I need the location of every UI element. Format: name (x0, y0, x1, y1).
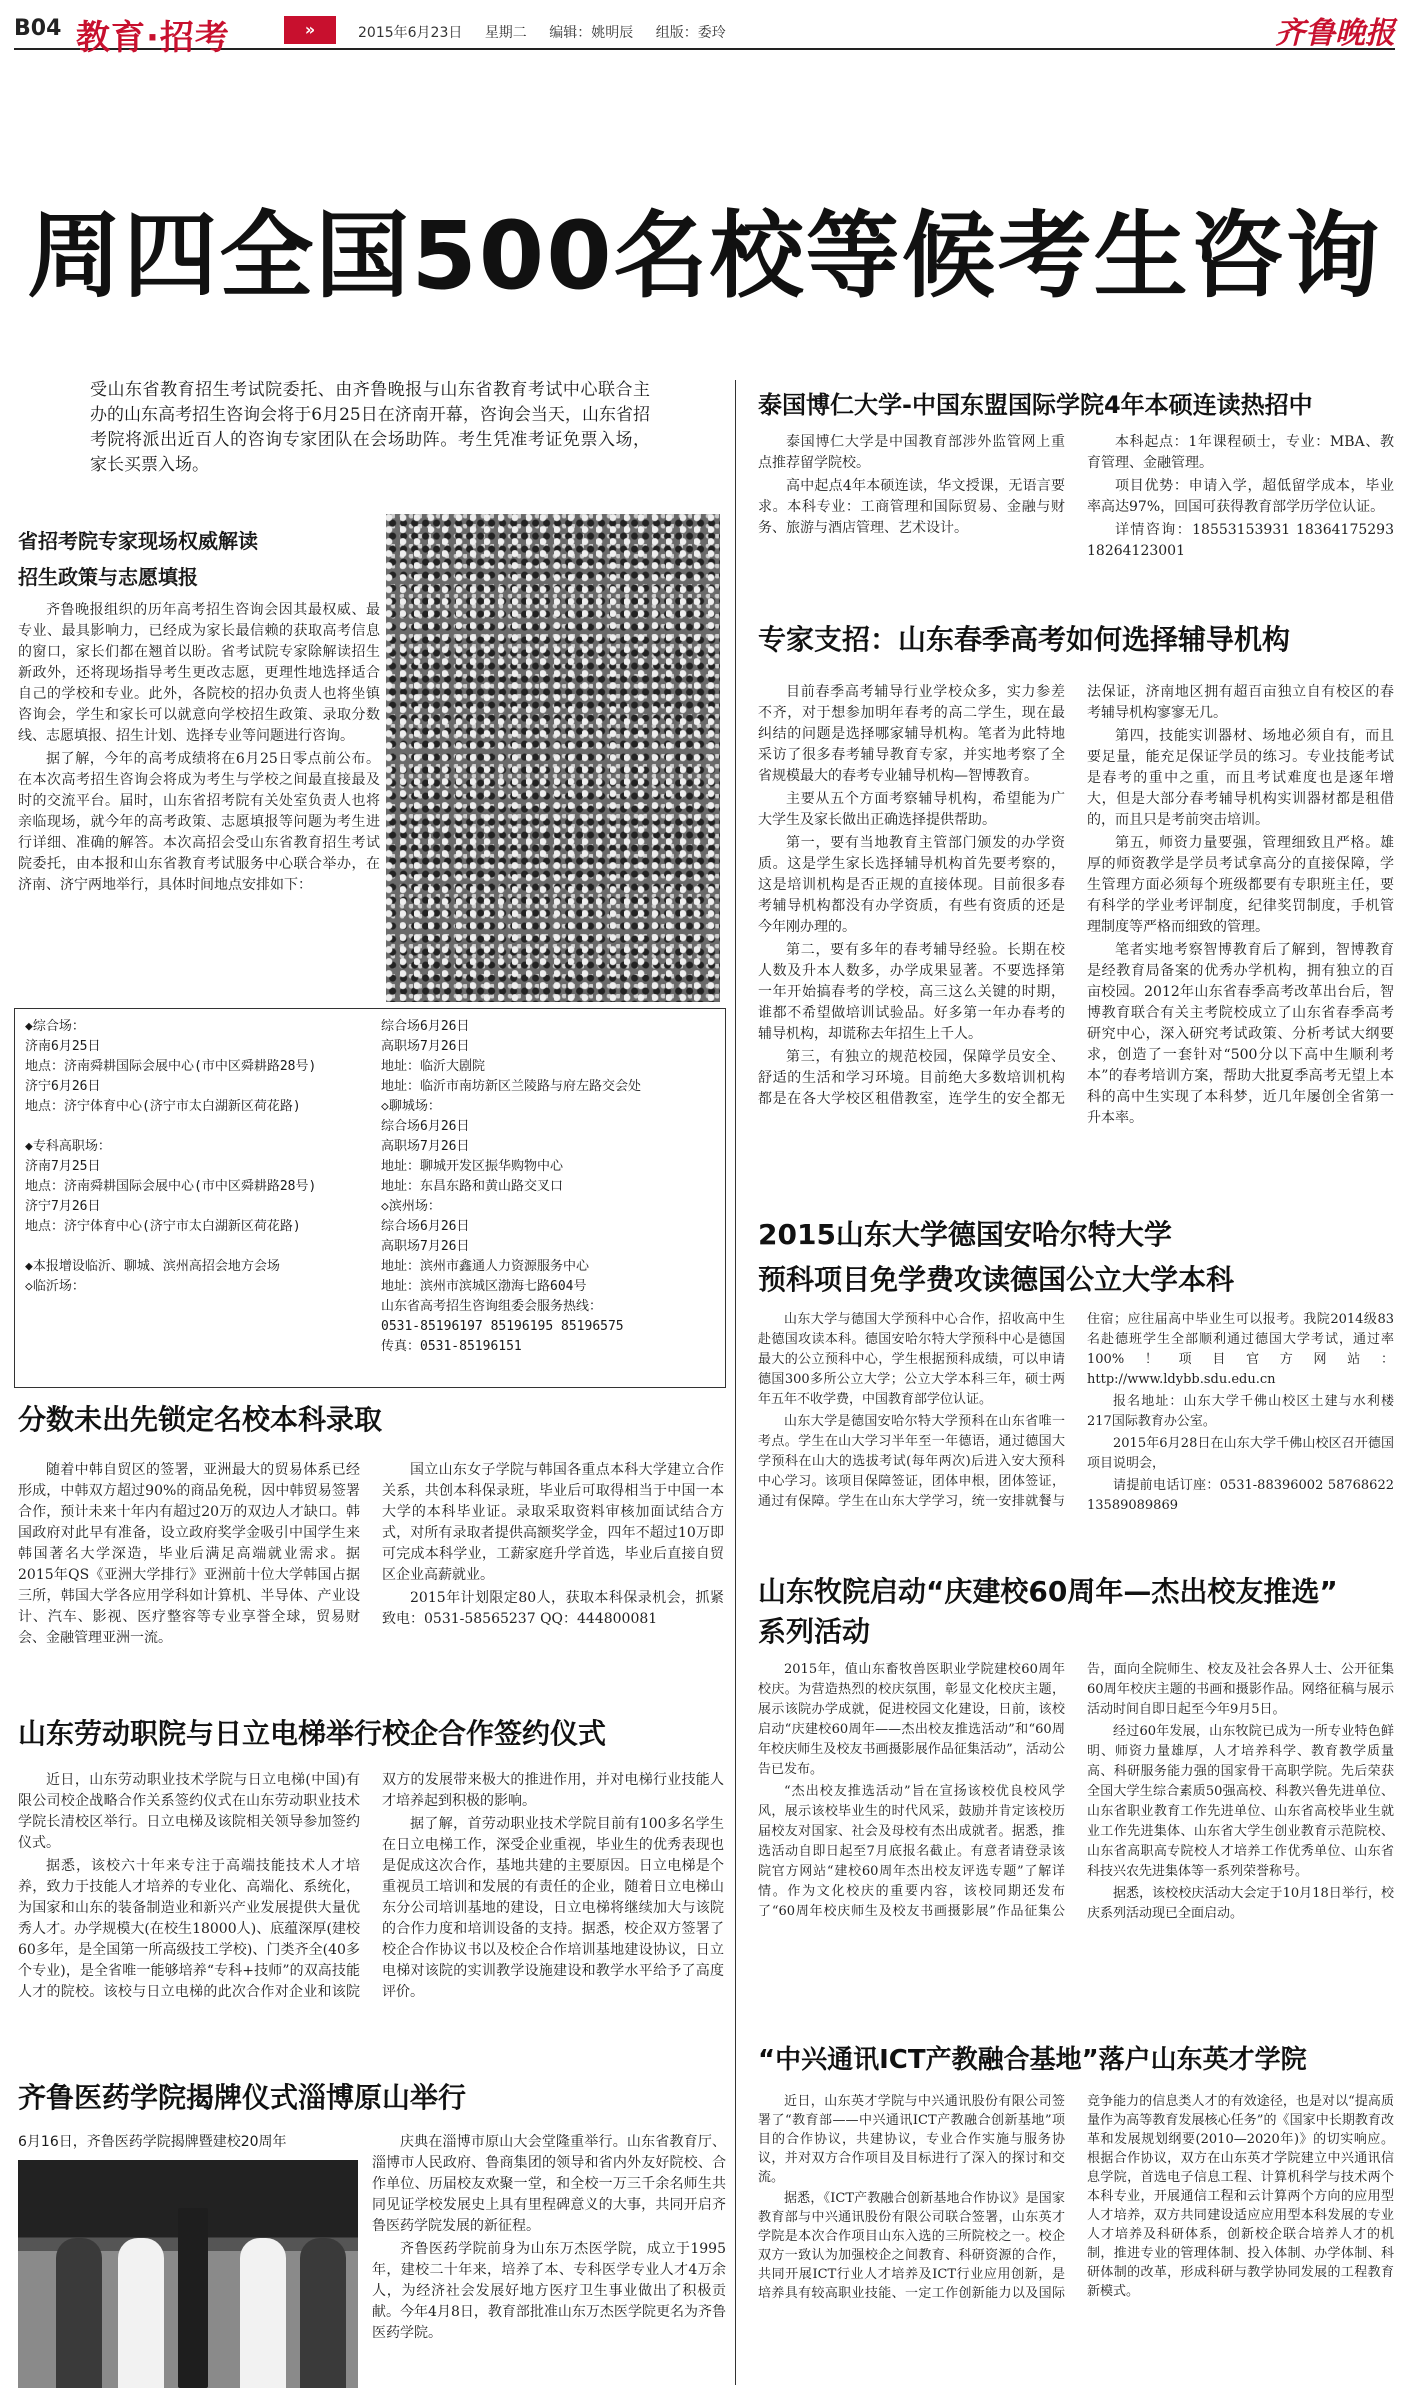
paragraph: 齐鲁晚报组织的历年高考招生咨询会因其最权威、最专业、最具影响力，已经成为家长最信赖的获取高考信息的窗口，家长们都在翘首以盼。省考试院专家除解读招生新政外，还将现场指导考生更改志愿，更理性地选择适合自己的学校和专业。此外，各院校的招办负责人也将坐镇咨询会，学生和家长可以就意向学校招生政策、录取分数线、志愿填报、招生计划、选择专业等问题进行咨询。 (18, 602, 380, 744)
paragraph: 据了解，今年的高考成绩将在6月25日零点前公布。在本次高考招生咨询会将成为考生与学校之间最直接最及时的交流平台。届时，山东省招考院有关处室负责人也将亲临现场，就今年的高考政策、志愿填报等问题为考生进行详细、准确的解答。本次高招会受山东省教育招生考试院委托，由本报和山东省教育考试服务中心联合举办，在济南、济宁两地举行，具体时间地点安排如下： (18, 751, 380, 893)
schedule-line: 地点：济宁体育中心(济宁市太白湖新区荷花路) (25, 1219, 301, 1234)
paragraph: 国立山东女子学院与韩国各重点本科大学建立合作关系，共创本科保录班，毕业后可取得相当于中国一本大学的本科毕业证。录取采取资料审核加面试结合方式，对所有录取者提供高额奖学金，四年不超过10万即可完成本科学业，工薪家庭升学首选，毕业后直接自贸区企业高薪就业。 (382, 1462, 724, 1583)
article-title: 山东劳动职院与日立电梯举行校企合作签约仪式 (18, 1717, 607, 1750)
schedule-line: 高职场7月26日 (381, 1039, 470, 1054)
paragraph: 齐鲁医药学院前身为山东万杰医学院，成立于1995年，建校二十年来，培养了本、专科医学专业人才4万余人，为经济社会发展好地方医疗卫生事业做出了积极贡献。今年4月8日，教育部批准山东万杰医学院更名为齐鲁医药学院。 (372, 2241, 726, 2341)
schedule-line: ◇滨州场： (381, 1199, 441, 1214)
paragraph: 笔者实地考察智博教育后了解到，智博教育是经教育局备案的优秀办学机构，拥有独立的百亩校园。2012年山东省春季高考改革出台后，智博教育联合有关主考院校成立了山东省春季高考研究中心，深入研究考试政策、分析考试大纲要求，创造了一套针对“500分以下高中生顺利考本”的春考培训方案，帮助大批夏季高考无望上本科的高中生实现了本科梦，近几年屡创全省第一升本率。 (1087, 942, 1394, 1126)
paragraph: 据悉，该校六十年来专注于高端技能技术人才培养，致力于技能人才培养的专业化、高端化、系统化，为国家和山东的装备制造业和新兴产业发展提供大量优秀人才。办学规模大(在校生18000人)、底蕴深厚(建校60多年，是全国第一所高级技工学校)、门类齐全(40多个专业)，是全省唯一能够培养“专科+技师”的双高技能人才的院校。该校与日立电梯的此次合作对企业和该院双方的发展带来极大的推进作用，并对电梯行业技能人才培养起到积极的影响。 (18, 1772, 724, 2000)
lead-paragraph: 受山东省教育招生考试院委托、由齐鲁晚报与山东省教育考试中心联合主办的山东高考招生咨询会将于6月25日在济南开幕，咨询会当天，山东省招考院将派出近百人的咨询专家团队在会场助阵。考生凭准考证免票入场，家长买票入场。 (90, 380, 650, 475)
issue-date: 2015年6月23日 (358, 25, 463, 41)
schedule-line: 地点：济宁体育中心(济宁市太白湖新区荷花路) (25, 1099, 301, 1114)
paragraph: 近日，山东劳动职业技术学院与日立电梯(中国)有限公司校企战略合作关系签约仪式在山东劳动职业技术学院长清校区举行。日立电梯及该院相关领导参加签约仪式。 (18, 1772, 360, 1851)
schedule-line: 地址：临沂市南坊新区兰陵路与府左路交会处 (381, 1079, 642, 1094)
schedule-right (381, 1017, 717, 1357)
schedule-line: 济南6月25日 (25, 1039, 101, 1054)
editor: 编辑：姚明辰 (549, 25, 634, 41)
schedule-line: ◆综合场： (25, 1019, 85, 1034)
article-body (758, 1310, 1394, 1550)
subhead-2: 招生政策与志愿填报 (18, 565, 198, 589)
article-body (372, 2132, 726, 2346)
paragraph: 随着中韩自贸区的签署，亚洲最大的贸易体系已经形成，中韩双方超过90%的商品免税，因中韩贸易签署合作，预计未来十年内有超过20万的双边人才缺口。韩国政府对此早有准备，设立政府奖学金吸引中国学生来韩国著名大学深造，毕业后满足高端就业需求。据2015年QS《亚洲大学排行》亚洲前十位大学韩国占据三所，韩国大学各应用学科如计算机、半导体、产业设计、汽车、影视、医疗整容等专业享誉全球，贸易财会、金融管理亚洲一流。 (18, 1462, 360, 1646)
schedule-line: 综合场6月26日 (381, 1219, 470, 1234)
crowd-photo (386, 514, 720, 1002)
schedule-line: 地址：滨州市滨城区渤海七路604号 (381, 1279, 587, 1294)
column-divider (735, 380, 736, 2385)
paragraph: 山东大学是德国安哈尔特大学预科在山东省唯一考点。学生在山大学习半年至一年德语，通过德国大学预科在山大的选拔考试(每年两次)后进入安大预科中心学习。该项目保障签证，团体申根，团体签证，通过有保障。学生在山东大学学习，统一安排就餐与住宿；应往届高中毕业生可以报考。我院2014级83名赴德班学生全部顺利通过德国大学考试，通过率100%！项目官方网站：http://www.ldybb.sdu.edu.cn (758, 1312, 1394, 1509)
paragraph: 报名地址：山东大学千佛山校区土建与水利楼217国际教育办公室。 (1087, 1394, 1394, 1429)
paragraph: 第五，师资力量要强，管理细致且严格。雄厚的师资教学是学员考试拿高分的直接保障，学生管理方面必须每个班级都要有专职班主任，要有科学的学业考评制度，纪律奖罚制度，手机管理制度等严格而细致的管理。 (1087, 835, 1394, 935)
schedule-box (14, 1008, 726, 1388)
schedule-line: 高职场7月26日 (381, 1139, 470, 1154)
paragraph: 第一，要有当地教育主管部门颁发的办学资质。这是学生家长选择辅导机构首先要考察的，这是培训机构是否正规的直接体现。目前很多春考辅导机构都没有办学资质，有些有资质的还是今年刚办理的。 (758, 835, 1065, 935)
paragraph: 第三，有独立的规范校园，保障学员安全、舒适的生活和学习环境。目前绝大多数培训机构都是在各大学校区租借教室，连学生的安全都无法保证，济南地区拥有超百亩独立自有校区的春考辅导机构寥寥无几。 (758, 684, 1394, 1107)
schedule-line: 高职场7月26日 (381, 1239, 470, 1254)
schedule-line: 济南7月25日 (25, 1159, 101, 1174)
paragraph: 高中起点4年本硕连读，华文授课，无语言要求。本科专业：工商管理和国际贸易、金融与财务、旅游与酒店管理、艺术设计。 (758, 478, 1065, 536)
schedule-line: 济宁6月26日 (25, 1079, 101, 1094)
article-body (758, 432, 1394, 592)
issue-weekday: 星期二 (484, 25, 527, 41)
article-title: 分数未出先锁定名校本科录取 (18, 1403, 383, 1436)
schedule-line (25, 1117, 355, 1137)
schedule-line: 0531-85196197 85196195 85196575 (381, 1319, 624, 1334)
schedule-line: 济宁7月26日 (25, 1199, 101, 1214)
issue-meta (358, 22, 744, 42)
paragraph: 第四，技能实训器材、场地必须自有，而且要足量，能充足保证学员的练习。专业技能考试是春考的重中之重，而且考试难度也是逐年增大，但是大部分春考辅导机构实训器材都是租借的，而且只是考前突击培训。 (1087, 728, 1394, 828)
article-title: 专家支招：山东春季高考如何选择辅导机构 (758, 623, 1291, 656)
page-number: B04 (14, 16, 62, 41)
section-arrow-icon: » (284, 16, 336, 44)
section-title: 教育·招考 (76, 18, 230, 58)
main-headline: 周四全国500名校等候考生咨询 (27, 202, 1382, 311)
paragraph: 主要从五个方面考察辅导机构，希望能为广大学生及家长做出正确选择提供帮助。 (758, 791, 1065, 828)
paragraph: 庆典在淄博市原山大会堂隆重举行。山东省教育厅、淄博市人民政府、鲁商集团的领导和省内外友好院校、合作单位、历届校友欢聚一堂，和全校一万三千余名师生共同见证学校发展史上具有里程碑意义的大事，共同开启齐鲁医药学院发展的新征程。 (372, 2134, 726, 2234)
paragraph: 项目优势：申请入学，超低留学成本，毕业率高达97%，回国可获得教育部学历学位认证。 (1087, 478, 1394, 515)
article-body (18, 600, 380, 898)
paragraph: 经过60年发展，山东牧院已成为一所专业特色鲜明、师资力量雄厚，人才培养科学、教育教学质量高、科研服务能力强的国家骨干高职学院。先后荣获全国大学生综合素质50强高校、科教兴鲁先进单位、山东省职业教育工作先进单位、山东省高校毕业生就业工作先进集体、山东省大学生创业教育示范院校、山东省高职高专院校人才培养工作优秀单位、山东省科技兴农先进集体等一系列荣誉称号。 (1087, 1724, 1394, 1879)
paragraph: 详情咨询：18553153931 18364175293 18264123001 (1087, 522, 1394, 559)
paragraph: “杰出校友推选活动”旨在宣扬该校优良校风学风，展示该校毕业生的时代风采，鼓励并肯定该校历届校友对国家、社会及母校有杰出成就者。据悉，推选活动自即日起至7月底报名截止。有意者请登录该院官方网站“建校60周年杰出校友评选专题”了解详情。作为文化校庆的重要内容，该校同期还发布了“60周年校庆师生及校友书画摄影展”作品征集公告，面向全院师生、校友及社会各界人士、公开征集60周年校庆主题的书画和摄影作品。网络征稿与展示活动时间自即日起至今年9月5日。 (758, 1662, 1394, 1919)
designer: 组版：委玲 (655, 25, 726, 41)
article-body (758, 1660, 1394, 2040)
page-header (14, 12, 1395, 58)
schedule-line: 地址：临沂大剧院 (381, 1059, 486, 1074)
article-body (18, 1770, 724, 2070)
schedule-line: ◆本报增设临沂、聊城、滨州高招会地方会场 (25, 1259, 280, 1274)
schedule-line: ◆专科高职场： (25, 1139, 111, 1154)
article-title: 山东牧院启动“庆建校60周年—杰出校友推选” (758, 1575, 1338, 1608)
ceremony-photo (18, 2160, 358, 2388)
schedule-line: ◇聊城场： (381, 1099, 441, 1114)
article-title: 齐鲁医药学院揭牌仪式淄博原山举行 (18, 2081, 467, 2114)
schedule-line: 综合场6月26日 (381, 1019, 470, 1034)
photo-caption: 6月16日，齐鲁医药学院揭牌暨建校20周年 (18, 2134, 287, 2150)
newspaper-logo: 齐鲁晚报 (1275, 16, 1395, 51)
paragraph: 请提前电话订座：0531-88396002 58768622 13589089869 (1087, 1478, 1394, 1513)
schedule-line: 传真：0531-85196151 (381, 1339, 522, 1354)
paragraph: 据悉，《ICT产教融合创新基地合作协议》是国家教育部与中兴通讯股份有限公司联合签署，山东英才学院是本次合作项目山东入选的三所院校之一。校企双方一致认为加强校企之间教育、科研资源的合作，共同开展ICT行业人才培养及ICT行业应用创新，是培养具有较高职业技能、一定工作创新能力以及国际竞争能力的信息类人才的有效途径，也是对以“提高质量作为高等教育发展核心任务”的《国家中长期教育改革和发展规划纲要(2010—2020年)》的切实响应。根据合作协议，双方在山东英才学院建立中兴通讯信息学院，首选电子信息工程、计算机科学与技术两个本科专业，开展通信工程和云计算两个方向的应用型人才培养，双方共同建设适应应用型本科发展的专业人才培养及科研体系，创新校企联合培养人才的机制，推进专业的管理体制、投入体制、办学体制、科研体制的改革，形成科研与教学协同发展的工程教育新模式。 (758, 2094, 1394, 2301)
schedule-left (25, 1017, 355, 1297)
schedule-line (25, 1237, 355, 1257)
article-body (18, 1460, 724, 1690)
schedule-line: 地址：滨州市鑫通人力资源服务中心 (381, 1259, 590, 1274)
schedule-line: ◇临沂场： (25, 1279, 85, 1294)
paragraph: 本科起点：1年课程硕士，专业：MBA、教育管理、金融管理。 (1087, 434, 1394, 471)
paragraph: 2015年6月28日在山东大学千佛山校区召开德国项目说明会， (1087, 1436, 1394, 1471)
subhead-1: 省招考院专家现场权威解读 (18, 529, 258, 553)
article-title: 系列活动 (758, 1615, 871, 1648)
article-title: 泰国博仁大学-中国东盟国际学院4年本硕连读热招中 (758, 391, 1313, 419)
paragraph: 2015年计划限定80人，获取本科保录机会，抓紧致电：0531-58565237 QQ：444800081 (382, 1590, 724, 1627)
paragraph: 2015年，值山东畜牧兽医职业学院建校60周年校庆。为营造热烈的校庆氛围，彰显文化校庆主题，展示该院办学成就，促进校园文化建设，日前，该校启动“庆建校60周年——杰出校友推选活动”和“60周年校庆师生及校友书画摄影展作品征集活动”，活动公告已发布。 (758, 1662, 1065, 1777)
article-body (758, 682, 1394, 1202)
schedule-line: 地址：聊城开发区振华购物中心 (381, 1159, 564, 1174)
article-body (758, 2092, 1394, 2392)
paragraph: 第二，要有多年的春考辅导经验。长期在校人数及升本人数多，办学成果显著。不要选择第一年开始搞春考的学校，高三这么关键的时期，谁都不希望做培训试验品。好多第一年办春考的辅导机构，却谎称去年招生上千人。 (758, 942, 1065, 1042)
schedule-line: 山东省高考招生咨询组委会服务热线： (381, 1299, 603, 1314)
schedule-line: 地点：济南舜耕国际会展中心(市中区舜耕路28号) (25, 1179, 317, 1194)
paragraph: 据悉，该校校庆活动大会定于10月18日举行，校庆系列活动现已全面启动。 (1087, 1886, 1394, 1921)
paragraph: 山东大学与德国大学预科中心合作，招收高中生赴德国攻读本科。德国安哈尔特大学预科中心是德国最大的公立预科中心，学生根据预科成绩，可以申请德国300多所公立大学；公立大学本科三年，硕士两年五年不收学费，中国教育部学位认证。 (758, 1312, 1065, 1407)
schedule-line: 综合场6月26日 (381, 1119, 470, 1134)
paragraph: 目前春季高考辅导行业学校众多，实力参差不齐，对于想参加明年春考的高二学生，现在最纠结的问题是选择哪家辅导机构。笔者为此特地采访了很多春考辅导教育专家，并实地考察了全省规模最大的春考专业辅导机构—智博教育。 (758, 684, 1065, 784)
schedule-line: 地址：东昌东路和黄山路交叉口 (381, 1179, 564, 1194)
article-title: 预科项目免学费攻读德国公立大学本科 (758, 1263, 1235, 1296)
article-title: “中兴通讯ICT产教融合基地”落户山东英才学院 (758, 2045, 1307, 2075)
schedule-line: 地点：济南舜耕国际会展中心(市中区舜耕路28号) (25, 1059, 317, 1074)
article-title: 2015山东大学德国安哈尔特大学 (758, 1218, 1172, 1251)
paragraph: 据了解，首劳动职业技术学院目前有100多名学生在日立电梯工作，深受企业重视，毕业生的优秀表现也是促成这次合作，基地共建的主要原因。日立电梯是个重视员工培训和发展的有责任的企业，随着日立电梯山东分公司培训基地的建设，日立电梯将继续加大与该院的合作力度和培训设备的支持。据悉，校企双方签署了校企合作协议书以及校企合作培训基地建设协议，日立电梯对该院的实训教学设施建设和教学水平给予了高度评价。 (382, 1816, 724, 2000)
paragraph: 泰国博仁大学是中国教育部涉外监管网上重点推荐留学院校。 (758, 434, 1065, 471)
paragraph: 近日，山东英才学院与中兴通讯股份有限公司签署了“教育部——中兴通讯ICT产教融合创新基地”项目的合作协议，共建协议，专业合作实施与服务协议，并对双方合作项目及目标进行了深入的探讨和交流。 (758, 2094, 1065, 2185)
